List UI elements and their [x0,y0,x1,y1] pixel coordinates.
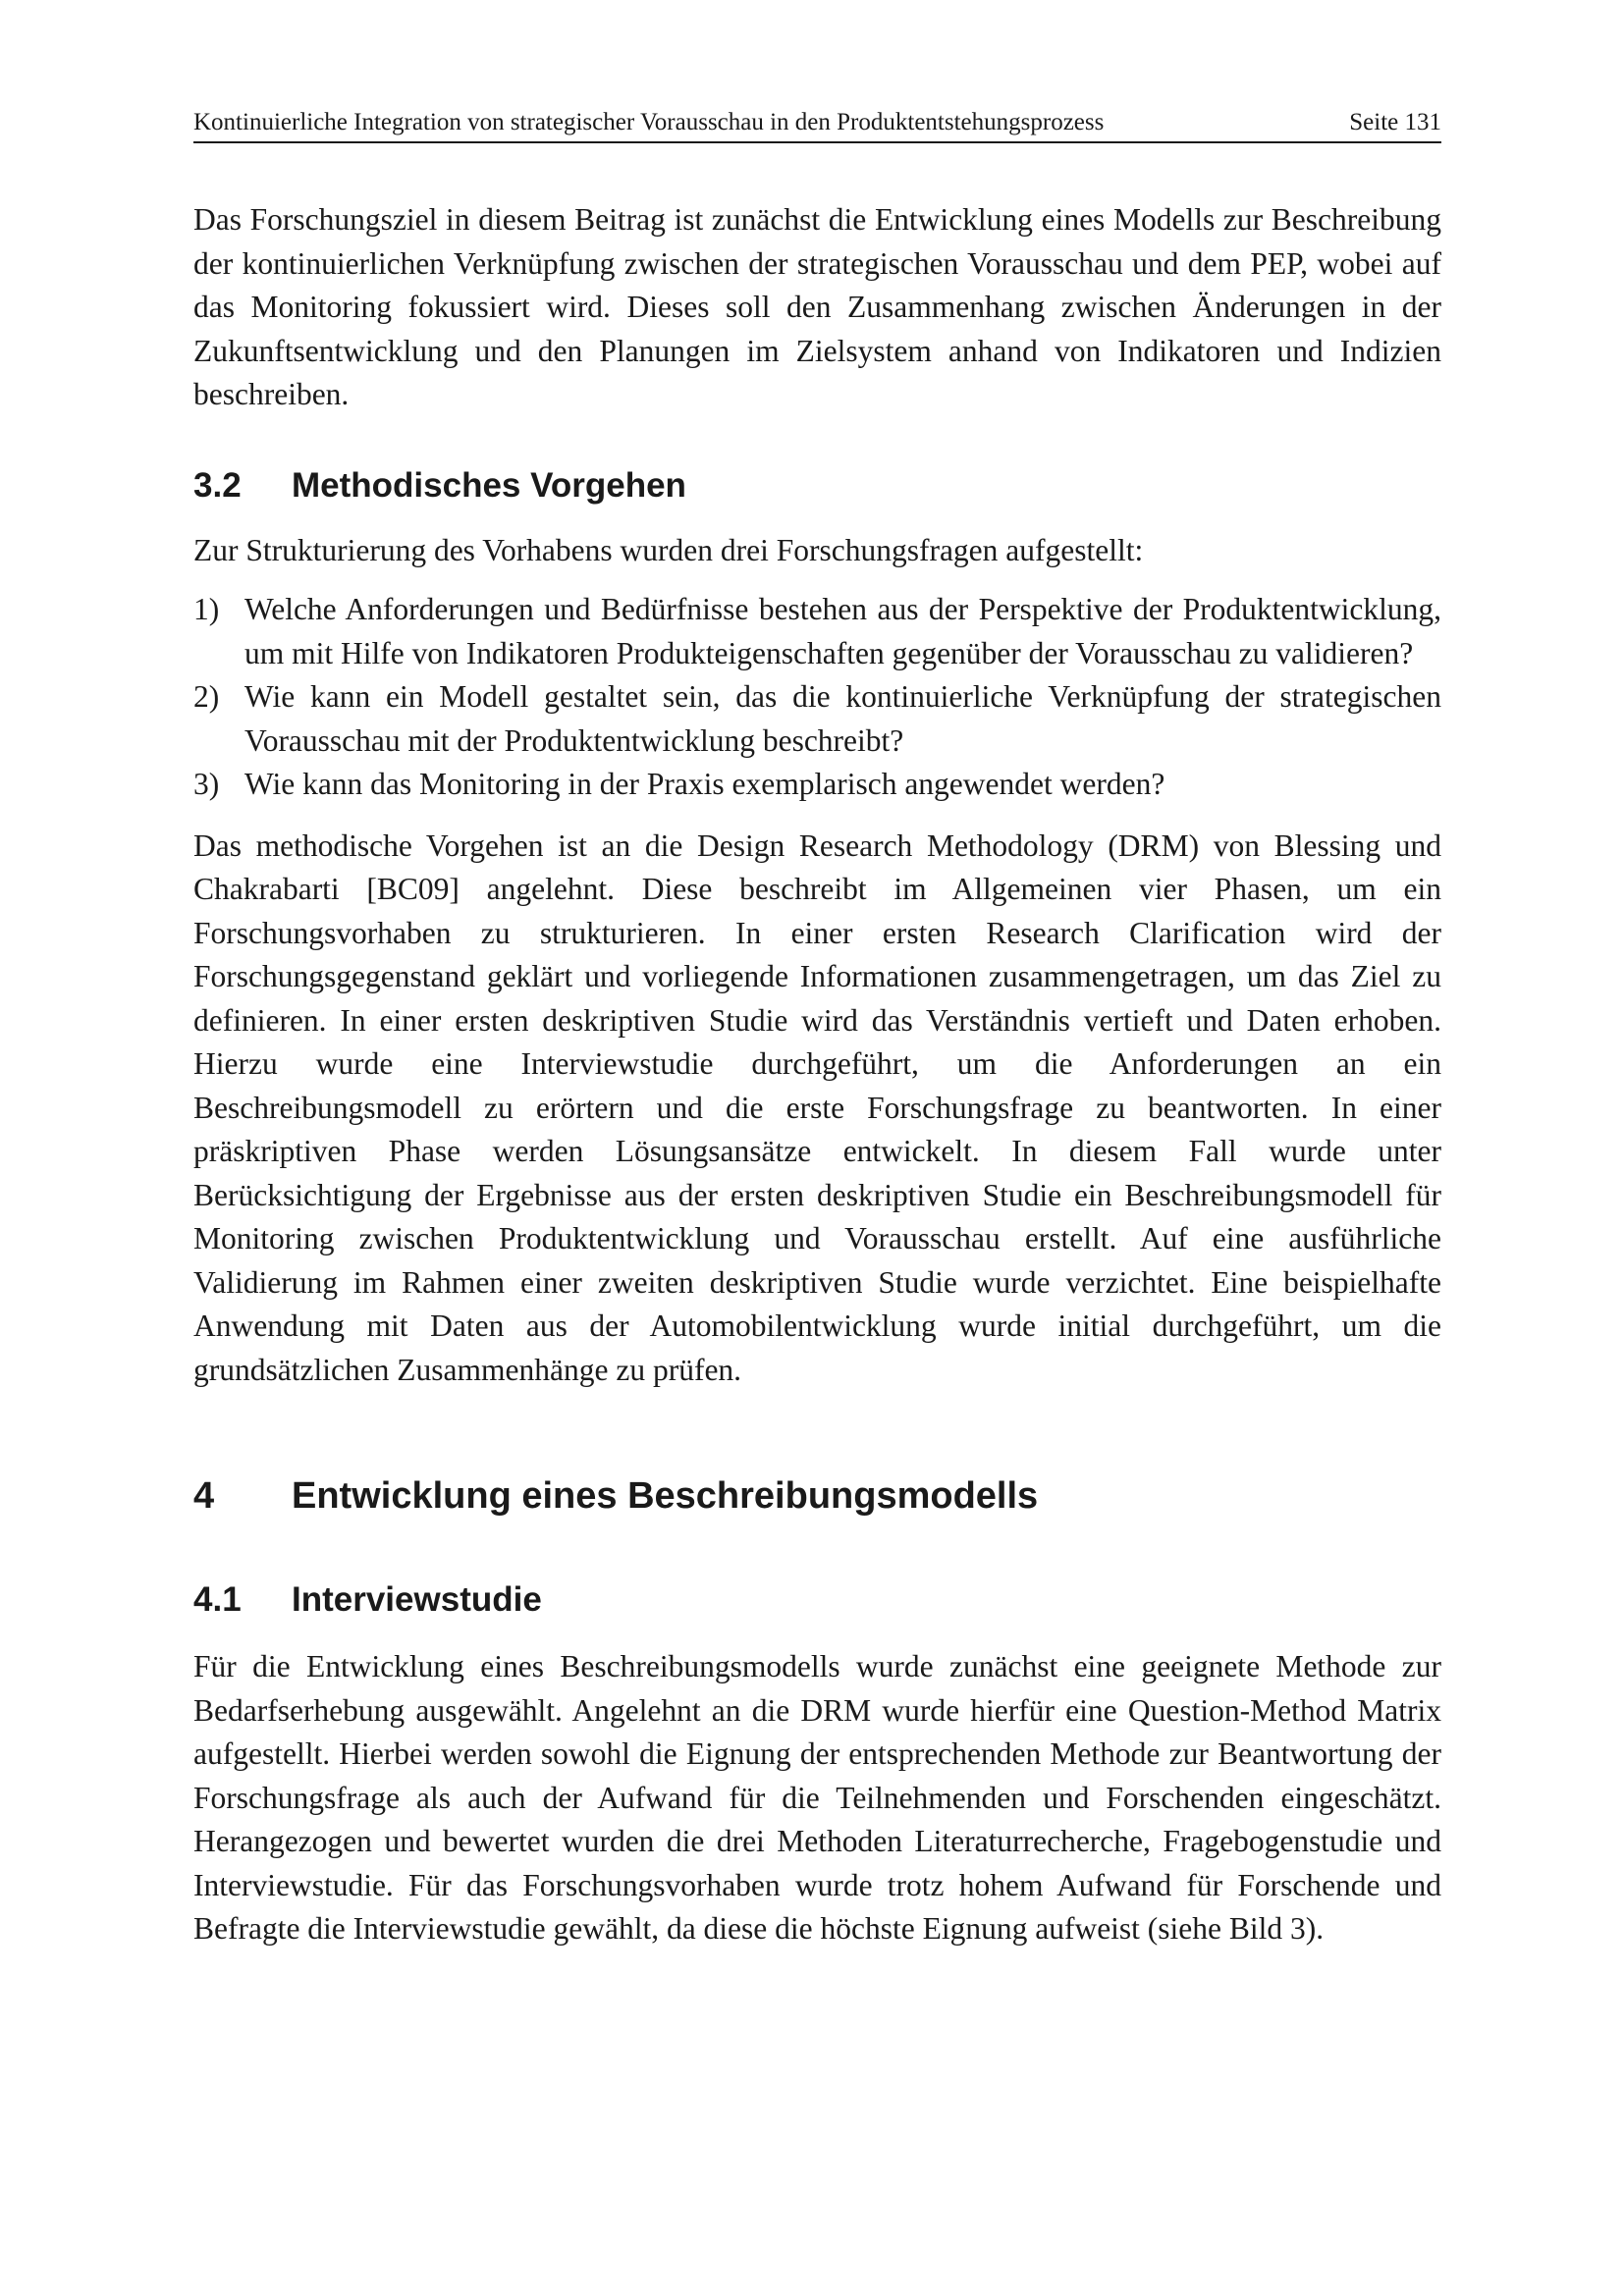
section-3-2-heading [193,464,1441,507]
section-4-1-heading [193,1578,1441,1622]
questions-lead-paragraph: Zur Strukturierung des Vorhabens wurden drei Forschungsfragen aufgestellt: [193,532,1144,567]
list-item-text: Welche Anforderungen und Bedürfnisse bestehen aus der Perspektive der Produktentwicklung, um mit Hilfe von Indikatoren Produkteigenschaften gegenüber der Vorausschau zu validieren? [244,592,1441,670]
list-item-number: 1) [193,592,220,626]
section-title: Methodisches Vorgehen [292,465,686,505]
list-item-text: Wie kann das Monitoring in der Praxis exemplarisch angewendet werden? [244,767,1165,801]
list-item-number: 2) [193,679,220,714]
section-4-heading [193,1472,1441,1520]
running-title: Kontinuierliche Integration von strategischer Vorausschau in den Produktentstehungsprozess [193,109,1105,135]
page-number: Seite 131 [1349,109,1441,135]
section-title: Entwicklung eines Beschreibungsmodells [292,1475,1039,1517]
section-title: Interviewstudie [292,1580,542,1619]
list-item-number: 3) [193,767,220,801]
section-number: 4 [193,1475,215,1517]
list-item [193,588,1441,675]
intro-paragraph: Das Forschungsziel in diesem Beitrag ist zunächst die Entwicklung eines Modells zur Beschreibung der kontinuierlichen Verknüpfung zwischen der strategischen Vorausschau und dem PEP, wobei auf das Monitoring fokussiert wird. Dieses soll den Zusammenhang zwischen Änderungen in der Zukunftsentwicklung und den Planungen im Zielsystem anhand von Indikatoren und Indizien beschreiben. [193,202,1441,411]
page [193,108,1441,1951]
running-header [193,108,1441,143]
method-paragraph: Das methodische Vorgehen ist an die Design Research Methodology (DRM) von Blessing und Chakrabarti [BC09] angelehnt. Diese beschreibt im Allgemeinen vier Phasen, um ein Forschungsvorhaben zu strukturieren. In einer ersten Research Clarification wird der Forschungsgegenstand geklärt und vorliegende Informationen zusammengetragen, um das Ziel zu definieren. In einer ersten deskriptiven Studie wird das Verständnis vertieft und Daten erhoben. Hierzu wurde eine Interviewstudie durchgeführt, um die Anforderungen an ein Beschreibungsmodell zu erörtern und die erste Forschungsfrage zu beantworten. In einer präskriptiven Phase werden Lösungsansätze entwickelt. In diesem Fall wurde unter Berücksichtigung der Ergebnisse aus der ersten deskriptiven Studie ein Beschreibungsmodell für Monitoring zwischen Produktentwicklung und Vorausschau erstellt. Auf eine ausführliche Validierung im Rahmen einer zweiten deskriptiven Studie wurde verzichtet. Eine beispielhafte Anwendung mit Daten aus der Automobilentwicklung wurde initial durchgeführt, um die grundsätzlichen Zusammenhänge zu prüfen. [193,828,1441,1387]
list-item-text: Wie kann ein Modell gestaltet sein, das die kontinuierliche Verknüpfung der strategischen Vorausschau mit der Produktentwicklung beschreibt? [244,679,1441,758]
section-number: 4.1 [193,1580,242,1619]
research-questions-list [193,588,1441,807]
section-number: 3.2 [193,465,242,505]
list-item [193,763,1441,807]
list-item [193,675,1441,763]
interview-paragraph: Für die Entwicklung eines Beschreibungsmodells wurde zunächst eine geeignete Methode zur Bedarfserhebung ausgewählt. Angelehnt an die DRM wurde hierfür eine Question-Method Matrix aufgestellt. Hierbei werden sowohl die Eignung der entsprechenden Methode zur Beantwortung der Forschungsfrage als auch der Aufwand für die Teilnehmenden und Forschenden eingeschätzt. Herangezogen und bewertet wurden die drei Methoden Literaturrecherche, Fragebogenstudie und Interviewstudie. Für das Forschungsvorhaben wurde trotz hohem Aufwand für Forschende und Befragte die Interviewstudie gewählt, da diese die höchste Eignung aufweist (siehe Bild 3). [193,1649,1441,1946]
